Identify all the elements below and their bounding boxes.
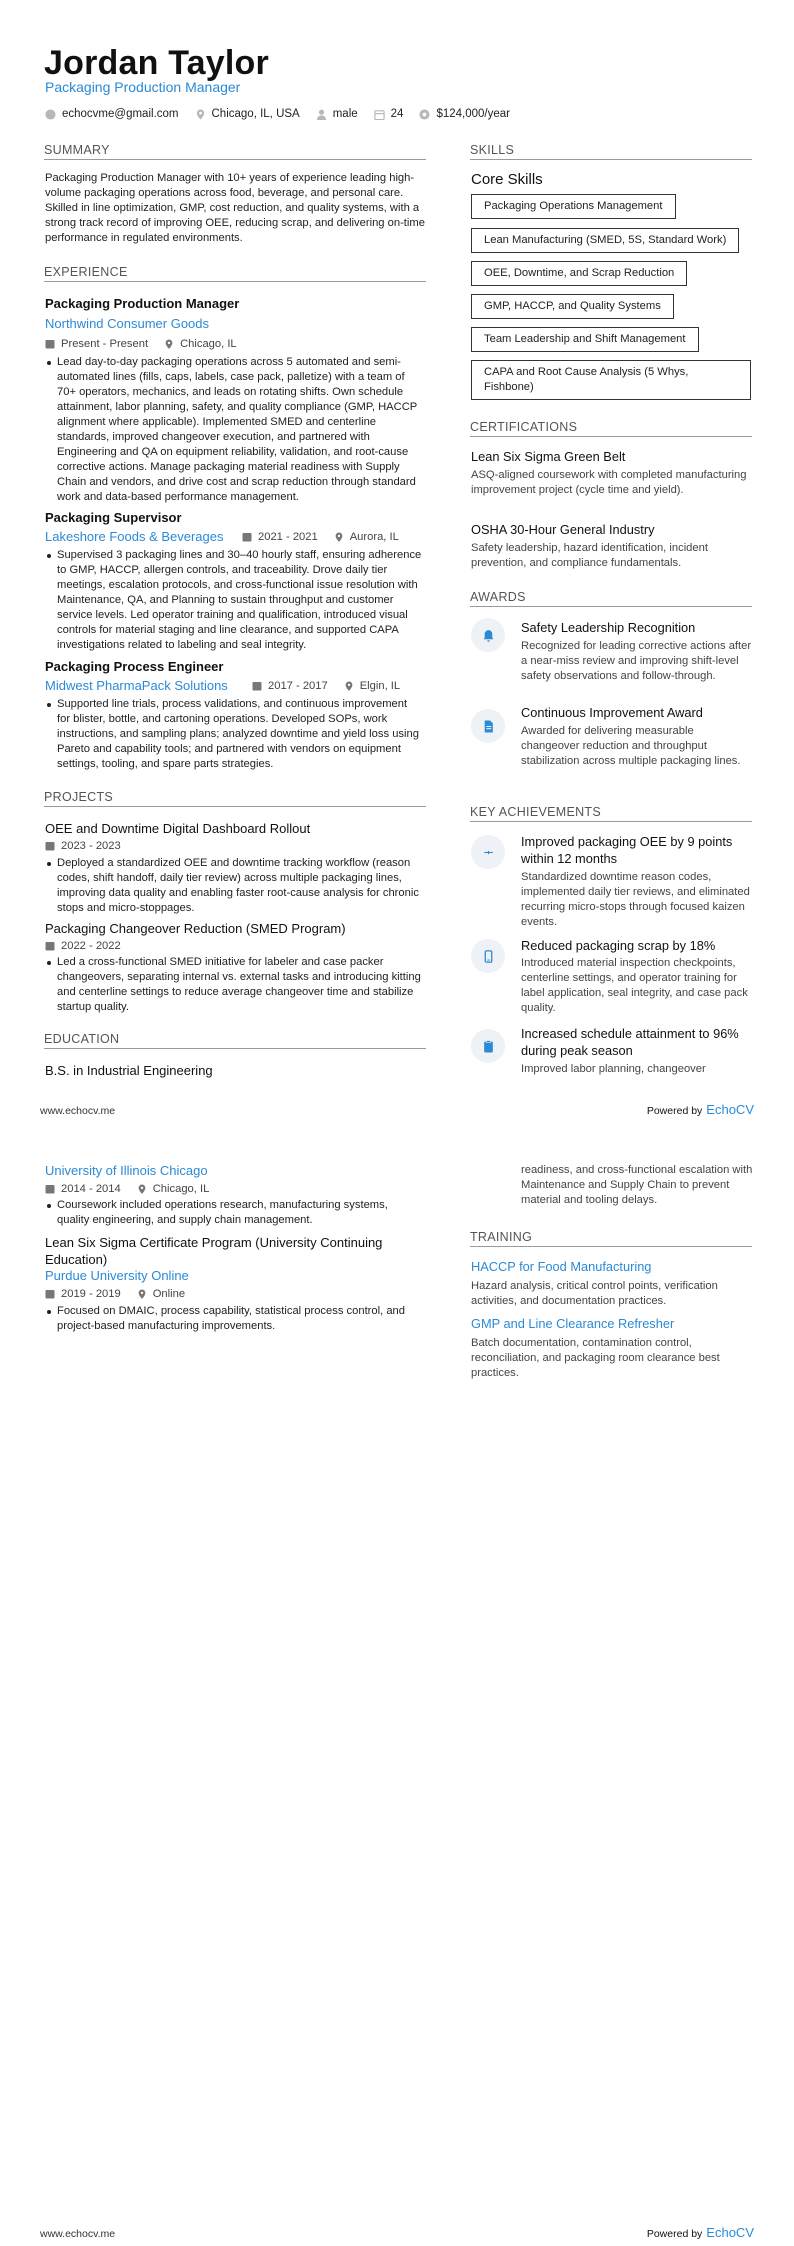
calendar-icon: [374, 109, 385, 120]
award-title: Continuous Improvement Award: [521, 705, 703, 720]
location-icon: [137, 1289, 147, 1299]
bell-icon: [471, 618, 505, 652]
summary-heading: SUMMARY: [44, 143, 426, 160]
contact-gender-text: male: [332, 108, 358, 120]
clipboard-icon: [471, 1029, 505, 1063]
education-heading: EDUCATION: [44, 1032, 426, 1049]
achievements-heading: KEY ACHIEVEMENTS: [470, 805, 752, 822]
summary-text: Packaging Production Manager with 10+ years of experience leading high-volume packaging operations across food, beverage, and personal care. Skilled in line optimization, GMP, cost reduction, and quality systems, with a strong track record of improving OEE, reducing scrap, and delivering on-time performance in regulated environments.: [45, 172, 425, 244]
award-desc: Awarded for delivering measurable changeover reduction and throughput stabilization across multiple packaging lines.: [521, 725, 741, 767]
training-title: GMP and Line Clearance Refresher: [471, 1316, 675, 1331]
location-icon: [344, 681, 354, 691]
achievement-title: Reduced packaging scrap by 18%: [521, 938, 716, 953]
cert-desc: Safety leadership, hazard identification, incident prevention, and compliance fundamentals.: [471, 542, 708, 569]
job-bullet: Lead day-to-day packaging operations across 5 automated and semi-automated lines (fills, caps, labels, case pack, palletize) with a team of 70+ operators, mechanics, and leads on rotating shifts. Own schedule attainment, labor planning, safety, and quality compliance (GMP, HACCP alignment where applicable). Implemented SMED and centerline standards, improved changeover execution, and partnered with Engineering and QA on equipment reliability, validation, and root-cause corrective actions. Manage packaging material readiness with Supply Chain and vendors, and drive cost and scrap reduction through standard work and data-based performance management.: [45, 355, 423, 505]
contact-age-text: 24: [390, 108, 404, 120]
training-heading: TRAINING: [470, 1230, 752, 1247]
education-dates: 2019 - 2019: [61, 1288, 121, 1300]
project-dates: 2023 - 2023: [61, 840, 121, 852]
footer-site[interactable]: www.echocv.me: [40, 1105, 116, 1117]
job-meta: [252, 680, 416, 692]
location-icon: [195, 109, 206, 120]
document-icon: [471, 709, 505, 743]
phone-icon: [471, 939, 505, 973]
powered-by-label: Powered by: [646, 1105, 703, 1117]
calendar-icon: [45, 1289, 55, 1299]
calendar-icon: [45, 1184, 55, 1194]
project-dates: 2022 - 2022: [61, 940, 121, 952]
job-title: Packaging Process Engineer: [45, 659, 224, 674]
job-company[interactable]: Lakeshore Foods & Beverages: [45, 529, 224, 544]
location-icon: [164, 339, 174, 349]
project-title: OEE and Downtime Digital Dashboard Rollout: [45, 821, 311, 836]
footer-powered[interactable]: [647, 2225, 754, 2240]
cert-title: Lean Six Sigma Green Belt: [471, 449, 626, 464]
education-bullet: Focused on DMAIC, process capability, statistical process control, and project-based manufacturing improvements.: [45, 1304, 423, 1334]
job-location: Chicago, IL: [180, 338, 237, 350]
powered-by-label: Powered by: [646, 2228, 703, 2240]
job-meta: [45, 338, 253, 350]
awards-heading: AWARDS: [470, 590, 752, 607]
footer-site[interactable]: www.echocv.me: [40, 2228, 116, 2240]
skill-tag: Team Leadership and Shift Management: [471, 327, 699, 352]
job-dates: Present - Present: [61, 338, 149, 350]
footer-powered[interactable]: [647, 1102, 754, 1117]
achievement-desc: Standardized downtime reason codes, implemented daily tier reviews, and eliminated recurring micro-stops through focused kaizen events.: [521, 871, 750, 928]
contact-salary-text: $124,000/year: [436, 108, 510, 120]
brand-logo: EchoCV: [706, 1102, 754, 1117]
education-school[interactable]: Purdue University Online: [45, 1268, 189, 1283]
education-meta: [45, 1183, 225, 1195]
job-title: Packaging Production Manager: [45, 296, 240, 311]
award-title: Safety Leadership Recognition: [521, 620, 696, 635]
contact-location-text: Chicago, IL, USA: [211, 108, 300, 120]
core-skills-heading: Core Skills: [471, 171, 543, 188]
brand-logo: EchoCV: [706, 2225, 754, 2240]
job-location: Elgin, IL: [359, 680, 401, 692]
page-2: [0, 1123, 794, 2246]
contact-age: [374, 108, 404, 120]
job-dates: 2017 - 2017: [268, 680, 328, 692]
education-meta: [45, 1288, 201, 1300]
certifications-heading: CERTIFICATIONS: [470, 420, 752, 437]
contact-gender: [316, 108, 358, 120]
project-meta: [45, 940, 137, 952]
project-bullet: Deployed a standardized OEE and downtime tracking workflow (reason codes, shift handoff, daily tier review) across multiple packaging lines, improving data quality and enabling faster root-cause analysis for chronic stops and micro-stoppages.: [45, 856, 423, 916]
skill-tag: Packaging Operations Management: [471, 194, 676, 219]
calendar-icon: [45, 339, 55, 349]
contact-email[interactable]: [45, 108, 179, 120]
job-company[interactable]: Midwest PharmaPack Solutions: [45, 678, 228, 693]
person-icon: [316, 109, 327, 120]
candidate-name: Jordan Taylor: [44, 44, 269, 82]
projects-heading: PROJECTS: [44, 790, 426, 807]
calendar-icon: [45, 841, 55, 851]
degree-title: Lean Six Sigma Certificate Program (University Continuing Education): [45, 1235, 383, 1267]
education-dates: 2014 - 2014: [61, 1183, 121, 1195]
education-bullet: Coursework included operations research, manufacturing systems, quality engineering, and supply chain management.: [45, 1198, 423, 1228]
contact-bar: [45, 108, 526, 120]
job-company[interactable]: Northwind Consumer Goods: [45, 316, 210, 331]
cert-title: OSHA 30-Hour General Industry: [471, 522, 655, 537]
education-location: Chicago, IL: [152, 1183, 210, 1195]
candidate-title: Packaging Production Manager: [45, 79, 241, 95]
calendar-icon: [242, 532, 252, 542]
education-location: Online: [152, 1288, 186, 1300]
money-icon: [419, 109, 430, 120]
achievement-title: Improved packaging OEE by 9 points within 12 months: [521, 834, 733, 866]
experience-heading: EXPERIENCE: [44, 265, 426, 282]
job-location: Aurora, IL: [349, 531, 399, 543]
contact-salary: [419, 108, 510, 120]
calendar-icon: [252, 681, 262, 691]
job-title: Packaging Supervisor: [45, 510, 182, 525]
achievement-title: Increased schedule attainment to 96% during peak season: [521, 1026, 739, 1058]
job-meta: [242, 531, 415, 543]
project-bullet: Led a cross-functional SMED initiative for labeler and case packer changeovers, separating internal vs. external tasks and introducing kitting and centerline settings to reduce average changeover time and stabilize startup quality.: [45, 955, 423, 1015]
contact-location: [195, 108, 300, 120]
training-desc: Batch documentation, contamination control, reconciliation, and packaging room clearance best practices.: [471, 1337, 720, 1379]
project-title: Packaging Changeover Reduction (SMED Program): [45, 921, 346, 936]
location-icon: [137, 1184, 147, 1194]
achievement-desc-continued: readiness, and cross-functional escalation with Maintenance and Supply Chain to prevent material and tooling delays.: [521, 1164, 753, 1206]
contact-email-text: echocvme@gmail.com: [62, 108, 179, 120]
job-bullet: Supported line trials, process validations, and continuous improvement for blister, bottle, and cartoning operations. Developed SOPs, work instructions, and sampling plans; analyzed downtime and yield loss using Pareto and capability tools; and partnered with vendors on equipment settings, tooling, and spare parts strategies.: [45, 697, 423, 772]
location-icon: [334, 532, 344, 542]
skill-tag: Lean Manufacturing (SMED, 5S, Standard Work): [471, 228, 739, 253]
achievement-desc: Introduced material inspection checkpoints, centerline settings, and operator training for label application, seal integrity, and case pack quality.: [521, 957, 748, 1014]
job-dates: 2021 - 2021: [258, 531, 318, 543]
skill-tag: CAPA and Root Cause Analysis (5 Whys, Fishbone): [471, 360, 751, 400]
job-bullet: Supervised 3 packaging lines and 30–40 hourly staff, ensuring adherence to GMP, HACCP, allergen controls, and traceability. Drove daily tier meetings, escalation protocols, and cross-functional issue resolution with Maintenance, QA, and Planning to sustain throughput and customer service levels. Led operator training and qualification, introduced visual controls for material staging and line clearance, and supported CAPA investigations related to labeling and seal integrity.: [45, 548, 423, 653]
project-meta: [45, 840, 137, 852]
education-school[interactable]: University of Illinois Chicago: [45, 1163, 208, 1178]
achievement-desc: Improved labor planning, changeover: [521, 1063, 706, 1075]
sparkle-icon: [471, 835, 505, 869]
skills-heading: SKILLS: [470, 143, 752, 160]
degree-title: B.S. in Industrial Engineering: [45, 1063, 213, 1078]
mail-icon: [45, 109, 56, 120]
calendar-icon: [45, 941, 55, 951]
training-desc: Hazard analysis, critical control points, verification activities, and documentation practices.: [471, 1280, 718, 1307]
skill-tag: GMP, HACCP, and Quality Systems: [471, 294, 674, 319]
award-desc: Recognized for leading corrective actions after a near-miss review and improving shift-level safety observations and follow-through.: [521, 640, 752, 682]
training-title: HACCP for Food Manufacturing: [471, 1259, 652, 1274]
skill-tag: OEE, Downtime, and Scrap Reduction: [471, 261, 687, 286]
cert-desc: ASQ-aligned coursework with completed manufacturing improvement project (cycle time and yield).: [471, 469, 747, 496]
